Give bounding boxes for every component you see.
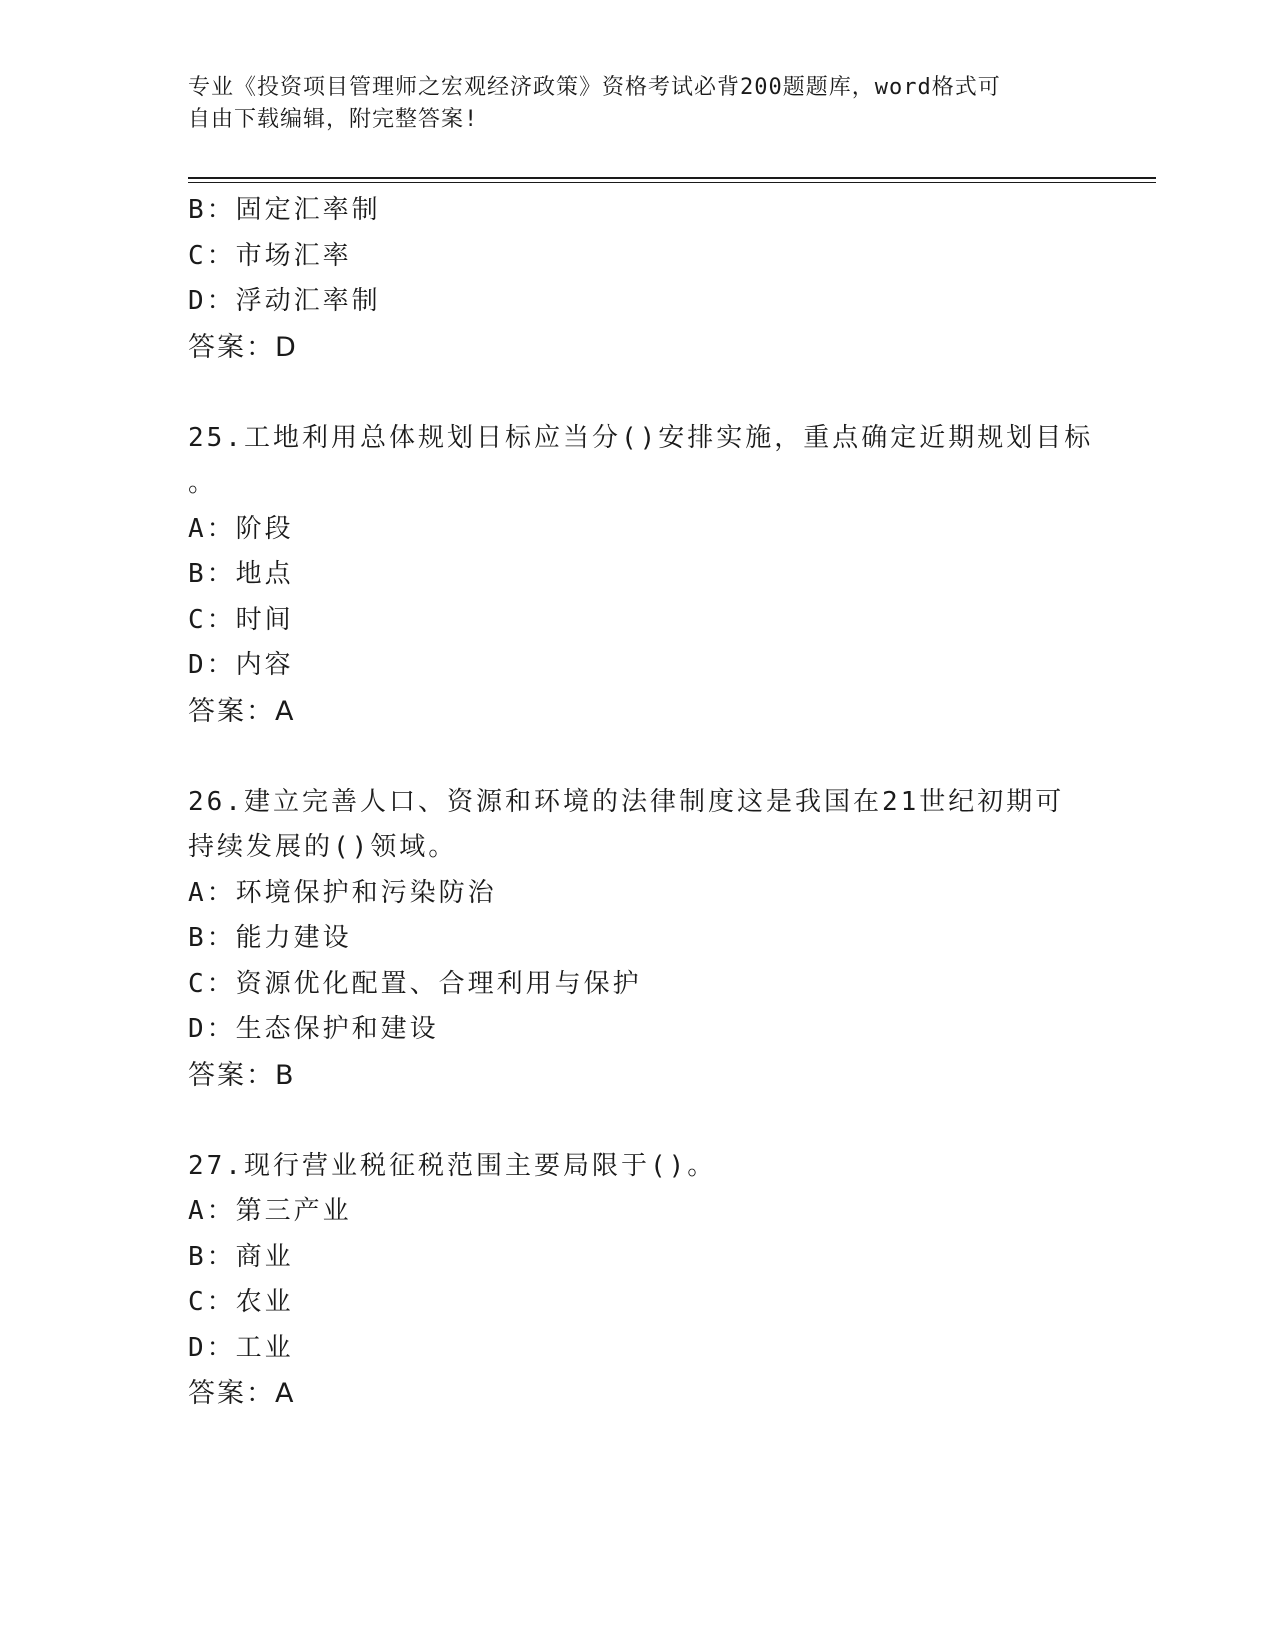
question-stem-line-1: 26.建立完善人口、资源和环境的法律制度这是我国在21世纪初期可 — [188, 786, 1065, 817]
header-divider-thick — [188, 177, 1156, 179]
question-27 — [188, 1144, 1088, 1417]
option-c: C：农业 — [188, 1287, 294, 1317]
answer: 答案：D — [188, 331, 298, 363]
question-26 — [188, 780, 1088, 1099]
answer: 答案：A — [188, 695, 296, 727]
answer: 答案：A — [188, 1378, 296, 1409]
option-d: D：内容 — [188, 650, 294, 680]
question-25 — [188, 416, 1094, 735]
document-header — [188, 72, 1088, 136]
option-a: A：环境保护和污染防治 — [188, 877, 497, 908]
question-24-continued — [188, 188, 1088, 370]
option-b: B：固定汇率制 — [188, 195, 381, 225]
header-line-2: 自由下载编辑，附完整答案! — [188, 107, 479, 132]
question-stem-line-1: 27.现行营业税征税范围主要局限于()。 — [188, 1150, 717, 1181]
question-stem-line-1: 25.工地利用总体规划日标应当分()安排实施，重点确定近期规划目标 — [188, 422, 1094, 453]
option-b: B：能力建设 — [188, 923, 352, 953]
option-b: B：地点 — [188, 559, 294, 589]
spacer — [188, 370, 1088, 416]
option-d: D：工业 — [188, 1332, 294, 1363]
spacer — [188, 734, 1088, 780]
option-d: D：生态保护和建设 — [188, 1014, 439, 1044]
spacer — [188, 1098, 1088, 1144]
question-stem-line-2: 。 — [188, 468, 218, 498]
option-a: A：第三产业 — [188, 1196, 352, 1226]
answer: 答案：B — [188, 1059, 296, 1091]
option-c: C：资源优化配置、合理利用与保护 — [188, 968, 642, 999]
option-c: C：市场汇率 — [188, 240, 352, 271]
question-stem-line-2: 持续发展的()领域。 — [188, 832, 458, 862]
document-body — [188, 188, 1094, 1417]
option-c: C：时间 — [188, 604, 294, 635]
option-d: D：浮动汇率制 — [188, 286, 381, 316]
option-a: A：阶段 — [188, 513, 294, 544]
header-line-1: 专业《投资项目管理师之宏观经济政策》资格考试必背200题题库，word格式可 — [188, 75, 1001, 100]
header-divider-thin — [188, 182, 1156, 183]
option-b: B：商业 — [188, 1241, 294, 1272]
